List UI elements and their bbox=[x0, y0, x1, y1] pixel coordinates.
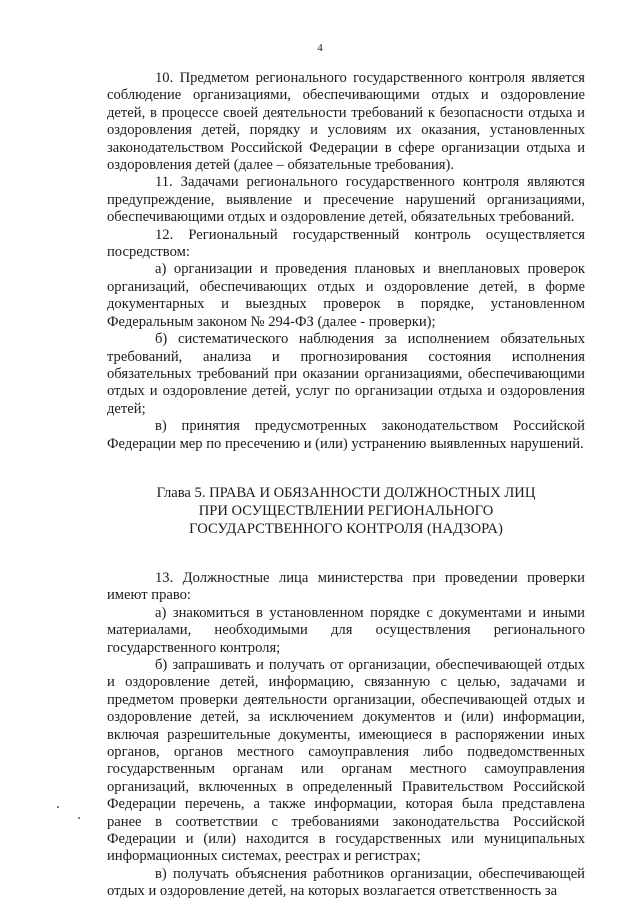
paragraph-12-item-b: б) систематического наблюдения за исполнением обязательных требований, анализа и прогнозирования состояния исполнения обязательных требований при оказании организациями, обеспечивающими отдых и оздоровление детей, услуг по организации отдыха и оздоровления детей; bbox=[107, 331, 585, 417]
chapter-heading-line-1: Глава 5. ПРАВА И ОБЯЗАННОСТИ ДОЛЖНОСТНЫХ ЛИЦ bbox=[156, 484, 536, 501]
scan-speck bbox=[57, 806, 59, 808]
chapter-heading-line-2: ПРИ ОСУЩЕСТВЛЕНИИ РЕГИОНАЛЬНОГО bbox=[198, 502, 494, 519]
paragraph-12: 12. Региональный государственный контроль осуществляется посредством: bbox=[107, 226, 585, 261]
paragraph-13-item-b: б) запрашивать и получать от организации, обеспечивающей отдых и оздоровление детей, информацию, связанную с целью, задачами и предметом проверки деятельности организации, обеспечивающей отдых и оздоровление детей, за исключением документов и (или) информации, включая разрешительные документы, имеющиеся в распоряжении иных органов, органов местного самоуправления либо подведомственных государственным органам или органам местного самоуправления организаций, включенных в определенный Правительством Российской Федерации перечень, а также информации, которая была представлена ранее в соответствии с требованиями законодательства Российской Федерации и (или) находится в государственных или муниципальных информационных системах, реестрах и регистрах; bbox=[107, 656, 585, 865]
paragraph-11: 11. Задачами регионального государственного контроля являются предупреждение, выявление и пресечение нарушений организациями, обеспечивающими отдых и оздоровление детей, обязательных требований. bbox=[107, 174, 585, 226]
paragraph-13: 13. Должностные лица министерства при проведении проверки имеют право: bbox=[107, 569, 585, 604]
paragraph-12-item-a: а) организации и проведения плановых и внеплановых проверок организаций, обеспечивающих отдых и оздоровление детей, в форме документарных и выездных проверок в порядке, установленном Федеральным законом № 294-ФЗ (далее - проверки); bbox=[107, 261, 585, 330]
paragraph-13-item-a: а) знакомиться в установленном порядке с документами и иными материалами, необходимыми для осуществления регионального государственного контроля; bbox=[107, 604, 585, 656]
paragraph-10: 10. Предметом регионального государственного контроля является соблюдение организациями, обеспечивающими отдых и оздоровление детей, в процессе своей деятельности требований к безопасности отдыха и оздоровления детей, порядку и условиям их оказания, установленных законодательством Российской Федерации в сфере организации отдыха и оздоровления детей (далее – обязательные требования). bbox=[107, 70, 585, 174]
page-number: 4 bbox=[317, 42, 323, 54]
paragraph-12-item-c: в) принятия предусмотренных законодательством Российской Федерации мер по пресечению и (или) устранению выявленных нарушений. bbox=[107, 418, 585, 452]
chapter-heading bbox=[107, 484, 585, 538]
chapter-heading-line-3: ГОСУДАРСТВЕННОГО КОНТРОЛЯ (НАДЗОРА) bbox=[189, 520, 503, 537]
scan-speck bbox=[78, 817, 80, 819]
paragraph-13-item-c: в) получать объяснения работников организации, обеспечивающей отдых и оздоровление детей, на которых возлагается ответственность за bbox=[107, 865, 585, 900]
document-body bbox=[107, 70, 585, 901]
